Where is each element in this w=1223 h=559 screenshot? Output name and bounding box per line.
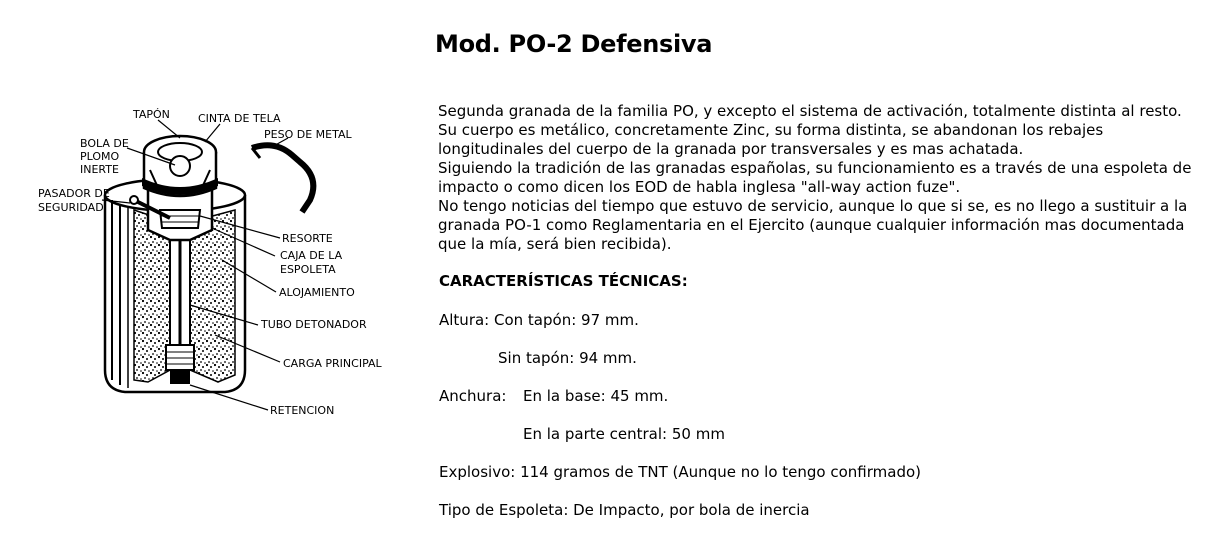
spec-anchura-central: En la parte central: 50 mm bbox=[523, 425, 725, 443]
label-bola-line3: INERTE bbox=[80, 163, 119, 176]
label-peso-de-metal: PESO DE METAL bbox=[264, 128, 352, 141]
label-pasador-line2: SEGURIDAD bbox=[38, 201, 104, 214]
paragraph-intro: Segunda granada de la familia PO, y excepto el sistema de activación, totalmente distinta al resto. Su cuerpo es metálico, concretamente Zinc, su forma distinta, se abandonan los rebajes longitudinales del cuerpo de la granada por transversales y es mas achatada. bbox=[438, 102, 1182, 158]
label-tapon: TAPÓN bbox=[133, 108, 170, 121]
paragraph-function: Siguiendo la tradición de las granadas españolas, su funcionamiento es a través de una espoleta de impacto o como dicen los EOD de habla inglesa "all-way action fuze". bbox=[438, 159, 1192, 196]
label-bola-line2: PLOMO bbox=[80, 150, 120, 163]
spec-explosivo: Explosivo: 114 gramos de TNT (Aunque no lo tengo confirmado) bbox=[439, 463, 921, 481]
spec-altura-sin: Sin tapón: 94 mm. bbox=[498, 349, 637, 367]
label-carga-principal: CARGA PRINCIPAL bbox=[283, 357, 382, 370]
label-cinta-de-tela: CINTA DE TELA bbox=[198, 112, 281, 125]
spec-anchura-base: En la base: 45 mm. bbox=[523, 387, 669, 405]
page-title: Mod. PO-2 Defensiva bbox=[435, 30, 713, 58]
paragraph-history: No tengo noticias del tiempo que estuvo de servicio, aunque lo que si se, es no llego a sustituir a la granada PO-1 como Reglamentaria en el Ejercito (aunque cualquier información mas documentada que la mía, será bien recibida). bbox=[438, 197, 1188, 253]
label-pasador-line1: PASADOR DE bbox=[38, 187, 110, 200]
label-tubo-detonador: TUBO DETONADOR bbox=[261, 318, 367, 331]
spec-anchura-label: Anchura: bbox=[439, 387, 507, 405]
label-resorte: RESORTE bbox=[282, 232, 333, 245]
grenade-diagram bbox=[30, 100, 390, 430]
label-caja-line1: CAJA DE LA bbox=[280, 249, 343, 262]
label-caja-line2: ESPOLETA bbox=[280, 263, 336, 276]
description-text bbox=[438, 102, 1198, 254]
grenade-cutaway-illustration bbox=[30, 100, 390, 430]
label-alojamiento: ALOJAMIENTO bbox=[279, 286, 355, 299]
spec-altura-con: Altura: Con tapón: 97 mm. bbox=[439, 311, 639, 329]
spec-espoleta: Tipo de Espoleta: De Impacto, por bola de inercia bbox=[439, 501, 810, 519]
label-bola-line1: BOLA DE bbox=[80, 137, 129, 150]
label-retencion: RETENCION bbox=[270, 404, 335, 417]
specs-heading: CARACTERÍSTICAS TÉCNICAS: bbox=[439, 272, 688, 290]
